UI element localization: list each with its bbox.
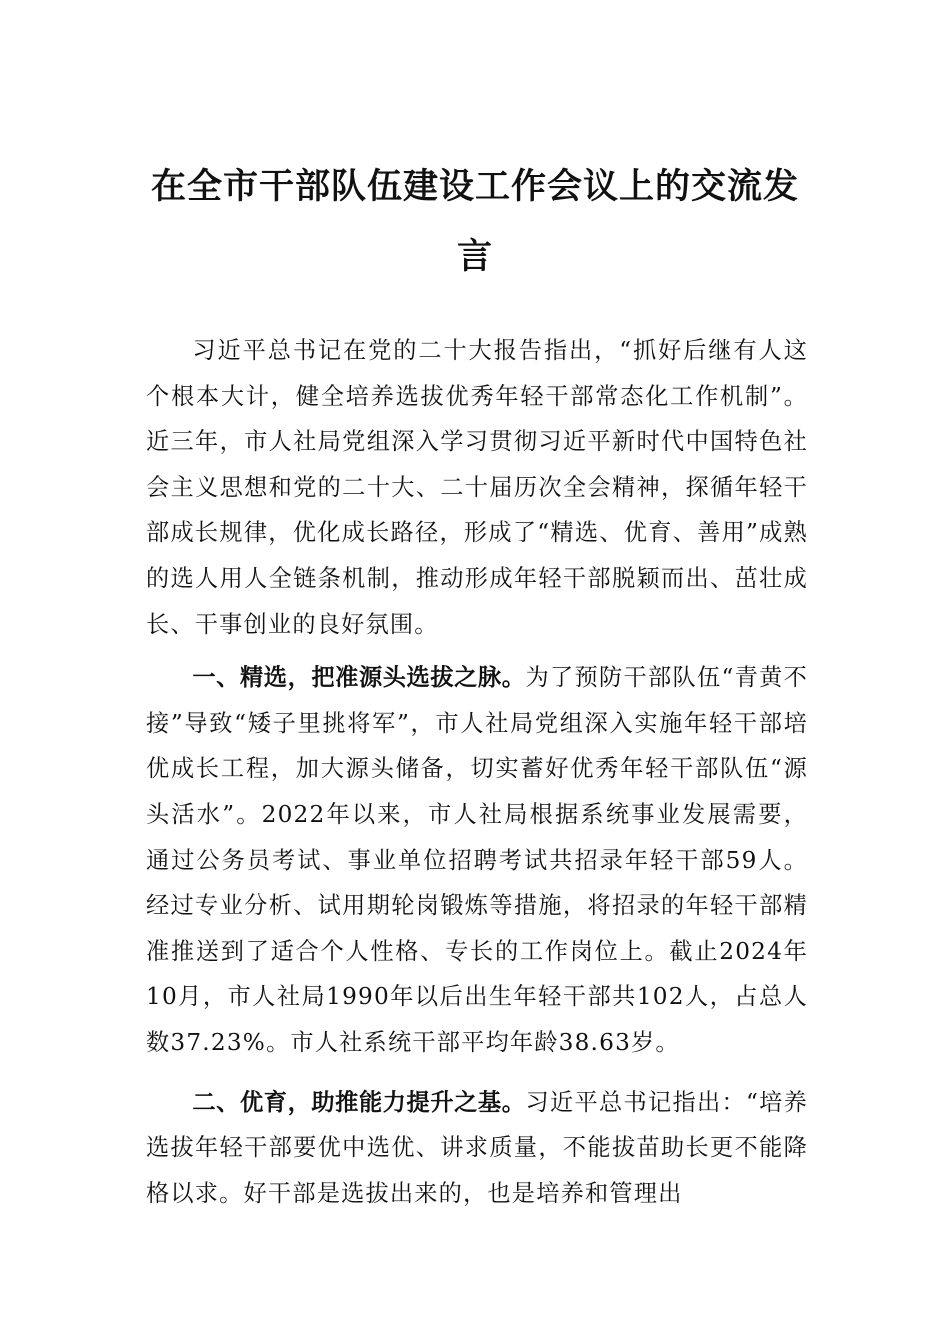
document-title: 在全市干部队伍建设工作会议上的交流发言 <box>150 167 799 277</box>
paragraph-text: 为了预防干部队伍“青黄不接”导致“矮子里挑将军”，市人社局党组深入实施年轻干部培优成长工程，加大源头储备，切实蓄好优秀年轻干部队伍“源头活水”。2022年以来，市人社局根据系统事业发展需要，通过公务员考试、事业单位招聘考试共招录年轻干部59人。经过专业分析、试用期轮岗锻炼等措施，将招录的年轻干部精准推送到了适合个人性格、专长的工作岗位上。截止2024年10月，市人社局1990年以后出生年轻干部共102人，占总人数37.23%。市人社系统干部平均年龄38.63岁。 <box>146 664 808 1056</box>
document-body <box>146 328 808 1216</box>
section-heading-1: 一、精选，把准源头选拔之脉。 <box>192 664 526 692</box>
paragraph-section-1 <box>146 655 808 1065</box>
paragraph-text: 习近平总书记在党的二十大报告指出，“抓好后继有人这个根本大计，健全培养选拔优秀年轻干部常态化工作机制”。近三年，市人社局党组深入学习贯彻习近平新时代中国特色社会主义思想和党的二十大、二十届历次全会精神，探循年轻干部成长规律，优化成长路径，形成了“精选、优育、善用”成熟的选人用人全链条机制，推动形成年轻干部脱颖而出、茁壮成长、干事创业的良好氛围。 <box>146 337 808 638</box>
paragraph-section-2 <box>146 1080 808 1217</box>
paragraph-intro <box>146 328 808 647</box>
section-heading-2: 二、优育，助推能力提升之基。 <box>192 1088 526 1116</box>
paragraph-text: 习近平总书记指出：“培养选拔年轻干部要优中选优、讲求质量，不能拔苗助长更不能降格以求。好干部是选拔出来的，也是培养和管理出 <box>146 1088 808 1207</box>
